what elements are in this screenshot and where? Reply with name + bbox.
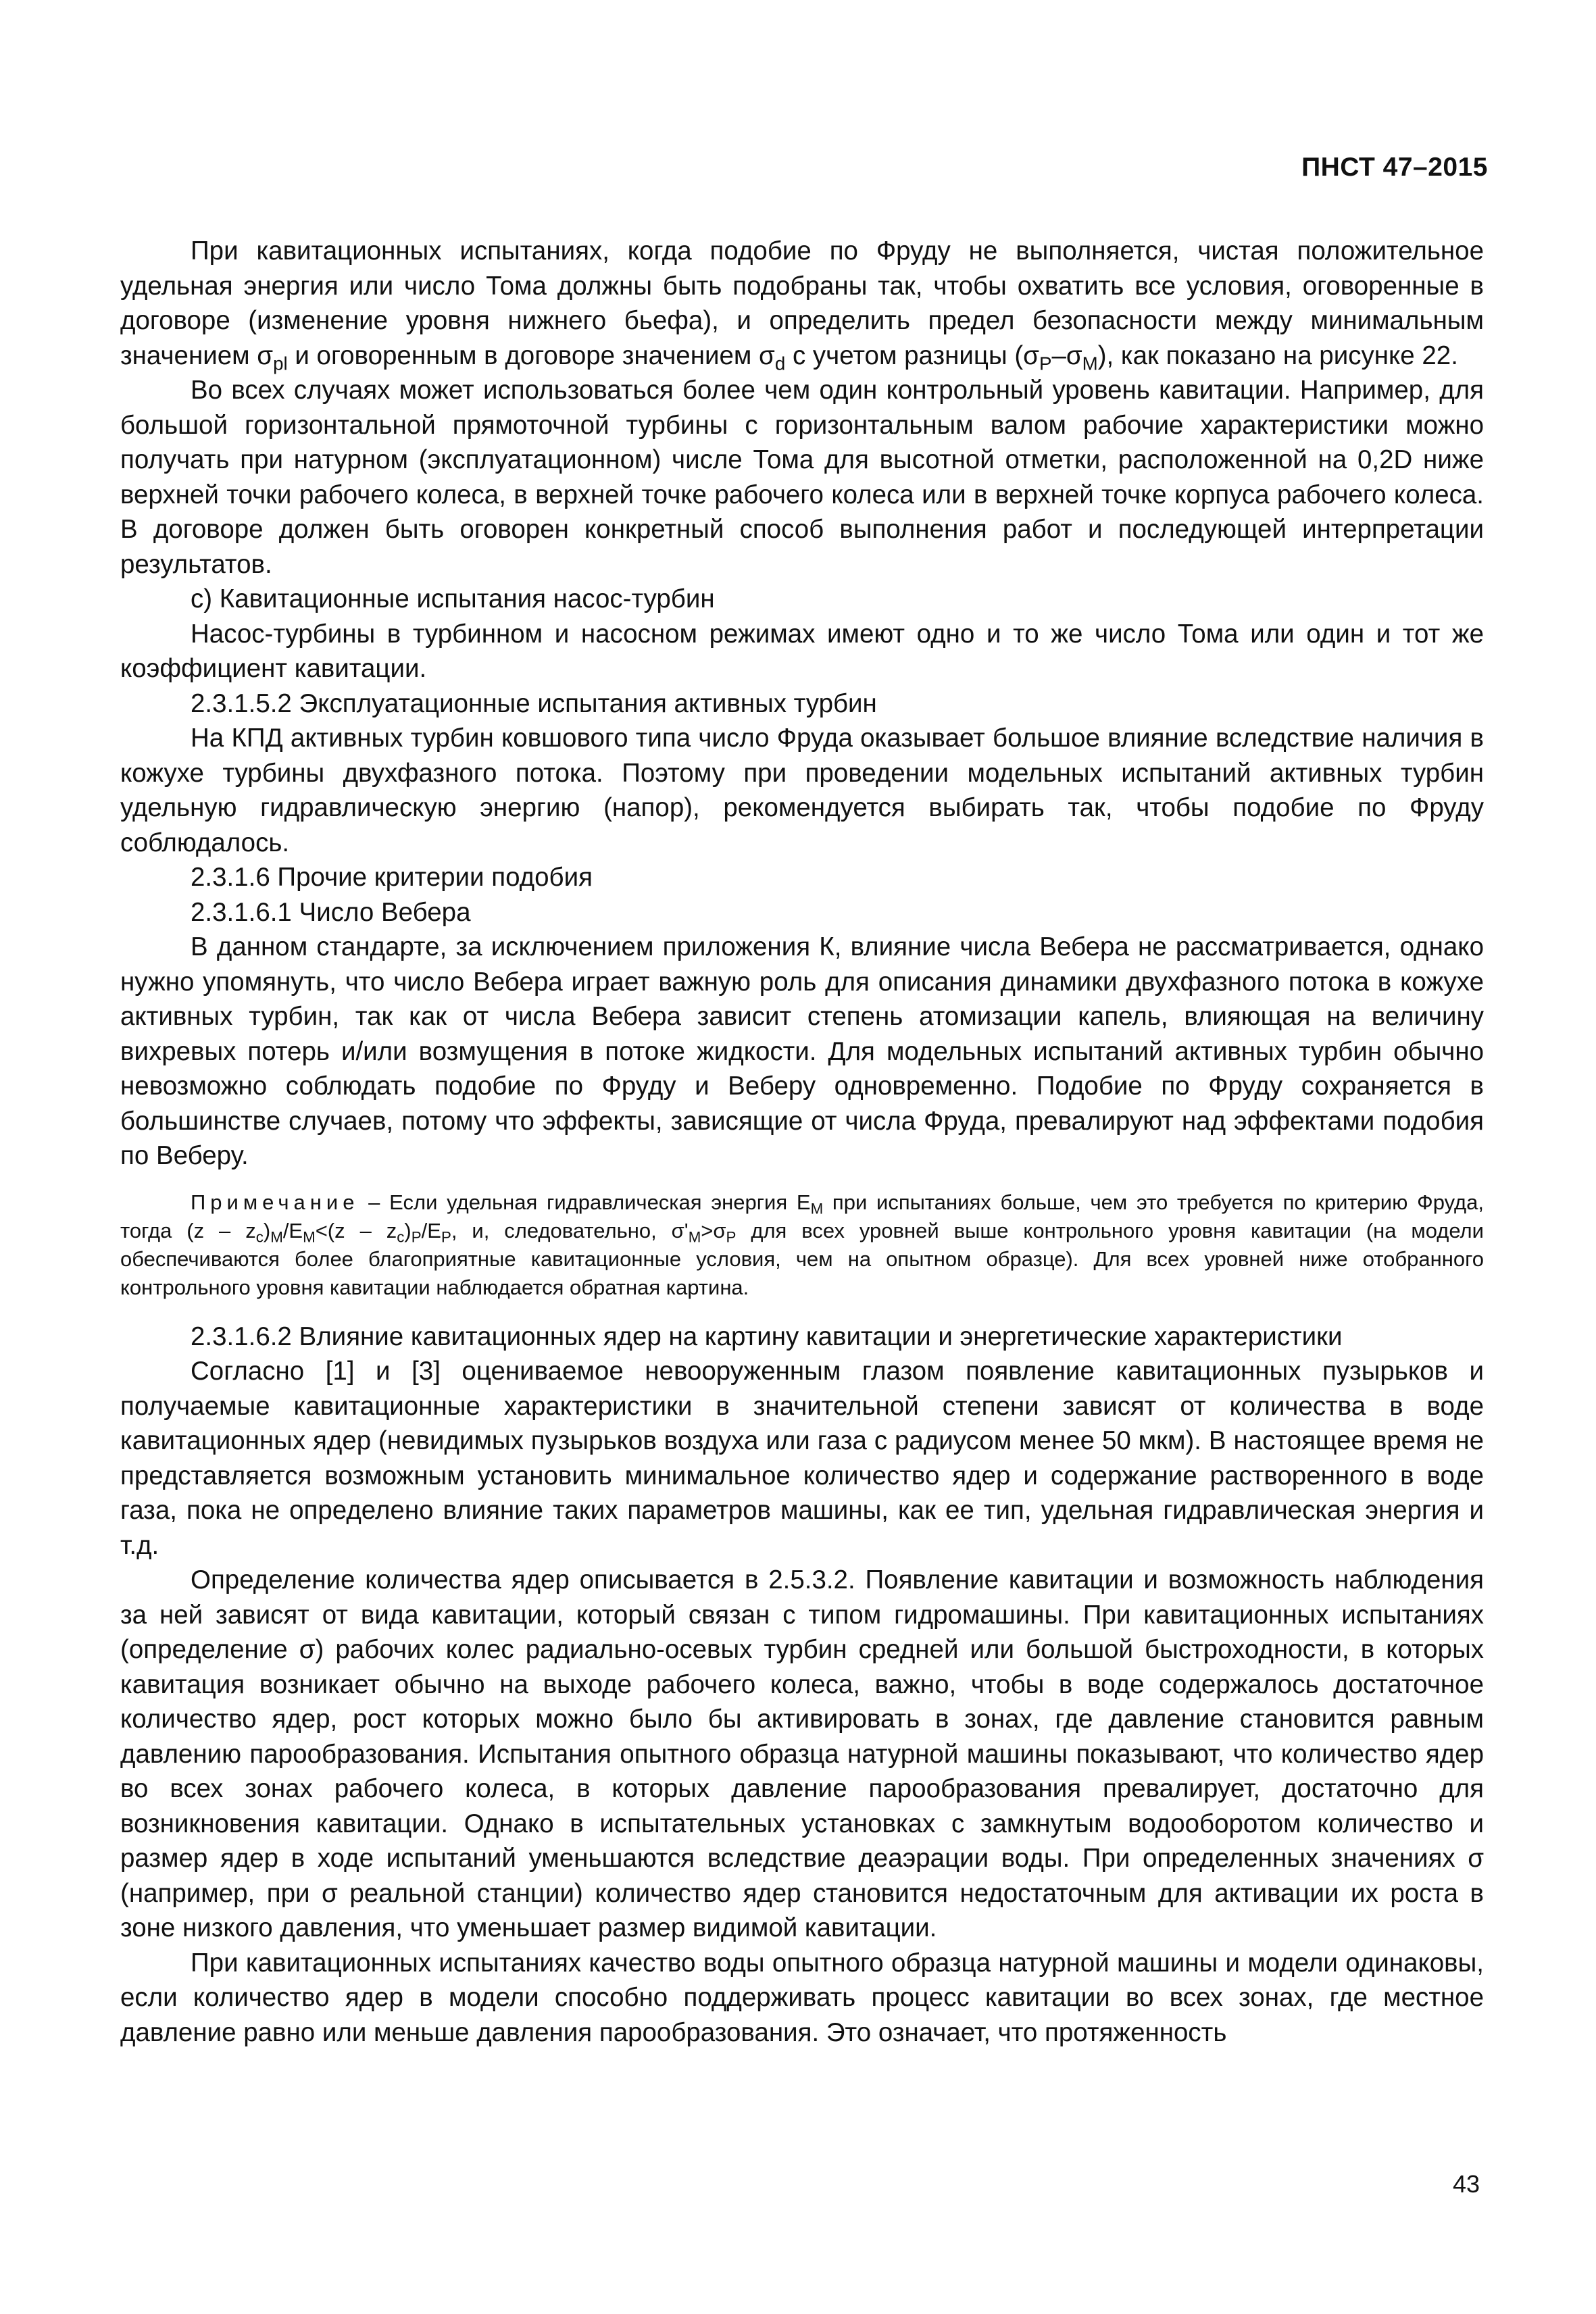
section-heading: 2.3.1.6.1 Число Вебера (191, 897, 471, 927)
subscript: P (411, 1228, 422, 1246)
paragraph: На КПД активных турбин ковшового типа число Фруда оказывает большое влияние вследствие наличия в кожухе турбины двухфазного потока. Поэтому при проведении модельных испытаний активных турбин удельную гидравлическую энергию (напор), рекомендуется выбирать так, чтобы подобие по Фруду соблюдалось. (120, 724, 1484, 857)
text-run: <(z – z (315, 1218, 397, 1242)
paragraph: В данном стандарте, за исключением приложения К, влияние числа Вебера не рассматривается, однако нужно упомянуть, что число Вебера играет важную роль для описания динамики двухфазного потока в кожухе активных турбин, так как от числа Вебера зависит степень атомизации капель, влияющая на величину вихревых потерь и/или возмущения в потоке жидкости. Для модельных испытаний активных турбин обычно невозможно соблюдать подобие по Фруду и Веберу одновременно. Подобие по Фруду сохраняется в большинстве случаев, потому что эффекты, зависящие от числа Фруда, превалируют над эффектами подобия по Веберу. (120, 932, 1484, 1170)
subscript: c (397, 1228, 405, 1246)
paragraph: Насос-турбины в турбинном и насосном режимах имеют одно и то же число Тома или один и тот же коэффициент кавитации. (120, 619, 1484, 683)
subscript: M (688, 1228, 701, 1246)
subscript: d (774, 352, 786, 374)
subscript: P (441, 1228, 451, 1246)
text-run: с учетом разницы (σ (785, 341, 1039, 370)
subscript: M (1082, 352, 1098, 374)
text-run: При кавитационных испытаниях, когда подобие по Фруду не выполняется, чистая положительное удельная энергия или число Тома должны быть подобраны так, чтобы охватить все условия, оговоренные в договоре (изменение уровня нижнего бьефа), и определить предел безопасности между минимальным значением σ (120, 236, 1484, 370)
text-run: при испытаниях больше, чем это требуется по критерию Фруда, тогда (z – z (120, 1190, 1484, 1242)
section-heading: 2.3.1.5.2 Эксплуатационные испытания активных турбин (191, 688, 877, 718)
subscript: P (1039, 352, 1052, 374)
document-code: ПНСТ 47–2015 (1301, 153, 1488, 182)
text-run: >σ (701, 1218, 726, 1242)
paragraph: Согласно [1] и [3] оцениваемое невооруженным глазом появление кавитационных пузырьков и получаемые кавитационные характеристики в значительной степени зависят от количества в воде кавитационных ядер (невидимых пузырьков воздуха или газа с радиусом менее 50 мкм). В настоящее время не представляется возможным установить минимальное количество ядер и содержание растворенного в воде газа, пока не определено влияние таких параметров машины, как ее тип, удельная гидравлическая энергия и т.д. (120, 1357, 1484, 1560)
text-run: , и, следовательно, σ' (451, 1218, 689, 1242)
section-heading: 2.3.1.6.2 Влияние кавитационных ядер на картину кавитации и энергетические характеристики (191, 1322, 1343, 1351)
text-run: ) (263, 1218, 271, 1242)
paragraph: При кавитационных испытаниях качество воды опытного образца натурной машины и модели одинаковы, если количество ядер в модели способно поддерживать процесс кавитации во всех зонах, где местное давление равно или меньше давления парообразования. Это означает, что протяженность (120, 1948, 1484, 2047)
document-body (120, 234, 1484, 2050)
subscript: pl (273, 352, 288, 374)
text-run: /E (282, 1218, 303, 1242)
text-run: – Если удельная гидравлическая энергия E (359, 1190, 811, 1214)
text-run: и оговоренным в договоре значением σ (287, 341, 775, 370)
paragraph-cavitation-tests (120, 234, 1484, 373)
text-run: ), как показано на рисунке 22. (1097, 341, 1458, 370)
note-label: Примечание (191, 1190, 359, 1214)
subscript: M (270, 1228, 283, 1246)
text-run: /E (421, 1218, 441, 1242)
subscript: M (303, 1228, 316, 1246)
paragraph: Во всех случаях может использоваться более чем один контрольный уровень кавитации. Например, для большой горизонтальной прямоточной турбины с горизонтальным валом рабочие характеристики можно получать при натурном (эксплуатационном) числе Тома для высотной отметки, расположенной на 0,2D ниже верхней точки рабочего колеса, в верхней точке рабочего колеса или в верхней точке корпуса рабочего колеса. В договоре должен быть оговорен конкретный способ выполнения работ и последующей интерпретации результатов. (120, 376, 1484, 579)
section-heading: с) Кавитационные испытания насос-турбин (191, 584, 715, 613)
subscript: c (255, 1228, 264, 1246)
subscript: P (726, 1228, 737, 1246)
text-run: для всех уровней выше контрольного уровня кавитации (на модели обеспечиваются более благоприятные кавитационные условия, чем на опытном образце). Для всех уровней ниже отобранного контрольного уровня кавитации наблюдается обратная картина. (120, 1218, 1484, 1299)
page-number: 43 (1452, 2170, 1480, 2198)
paragraph: Определение количества ядер описывается в 2.5.3.2. Появление кавитации и возможность наблюдения за ней зависят от вида кавитации, который связан с типом гидромашины. При кавитационных испытаниях (определение σ) рабочих колес радиально-осевых турбин средней или большой быстроходности, в которых кавитация возникает обычно на выходе рабочего колеса, важно, чтобы в воде содержалось достаточное количество ядер, рост которых можно было бы активировать в зонах, где давление становится равным давлению парообразования. Испытания опытного образца натурной машины показывают, что количество ядер во всех зонах рабочего колеса, в которых давление парообразования превалирует, достаточно для возникновения кавитации. Однако в испытательных установках с замкнутым водооборотом количество и размер ядер в ходе испытаний уменьшаются вследствие деаэрации воды. При определенных значениях σ (например, при σ реальной станции) количество ядер становится недостаточным для активации их роста в зоне низкого давления, что уменьшает размер видимой кавитации. (120, 1565, 1484, 1942)
note-block (120, 1188, 1484, 1302)
section-heading: 2.3.1.6 Прочие критерии подобия (191, 863, 593, 892)
text-run: –σ (1051, 341, 1082, 370)
text-run: ) (404, 1218, 412, 1242)
subscript: M (810, 1200, 824, 1217)
